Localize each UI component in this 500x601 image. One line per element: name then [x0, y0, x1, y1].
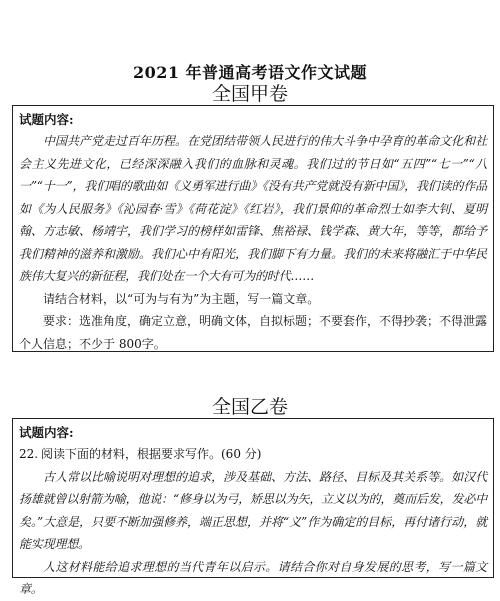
material-paragraph: 中国共产党走过百年历程。在党团结带领人民进行的伟大斗争中孕育的革命文化和社会主义先进文化，已经深深融入我们的血脉和灵魂。我们过的节日如“五四”“七一”“八一”“十一”，我们唱的歌曲如《义勇军进行曲》《没有共产党就没有新中国》，我们读的作品如《为人民服务》《沁园春·雪》《荷花淀》《红岩》，我们景仰的革命烈士如李大钊、夏明翰、方志敏、杨靖宇，我们学习的榜样如雷锋、焦裕禄、钱学森、黄大年，等等，都给予我们精神的滋养和激励。我们心中有阳光，我们脚下有力量。我们的未来将融汇于中华民族伟大复兴的新征程，我们处在一个大有可为的时代……	[19, 134, 487, 283]
question-box-yi	[12, 418, 494, 596]
content-label: 试题内容:	[19, 425, 74, 440]
content-label: 试题内容:	[19, 112, 74, 127]
material-paragraph: 古人常以比喻说明对理想的追求，涉及基础、方法、路径、目标及其关系等。如汉代扬雄就曾以射箭为喻，他说：“修身以为弓，矫思以为矢，立义以为的，奠而后发，发必中矣。”大意是，只要不断加强修养，端正思想，并将“义”作为确定的目标，再付诸行动，就能实现理想。	[19, 469, 487, 551]
question-box-jia	[12, 105, 494, 352]
question-line	[19, 443, 487, 466]
section-heading-yi: 全国乙卷	[211, 396, 288, 418]
question-text: 阅读下面的材料，根据要求写作。(60 分)	[41, 447, 262, 461]
task-instruction: 请结合材料，以“可为与有为”为主题，写一篇文章。	[43, 291, 320, 306]
section-heading-jia: 全国甲卷	[211, 83, 288, 105]
task-paragraph: 人这材料能给追求理想的当代青年以启示。请结合你对自身发展的思考，写一篇文章。	[19, 559, 487, 596]
page-title: 2021 年普通高考语文作文试题	[132, 63, 368, 82]
question-number: 22.	[19, 447, 39, 461]
requirements-paragraph: 要求：选准角度，确定立意，明确文体，自拟标题；不要套作，不得抄袭；不得泄露个人信息；不少于 800字。	[19, 314, 488, 351]
